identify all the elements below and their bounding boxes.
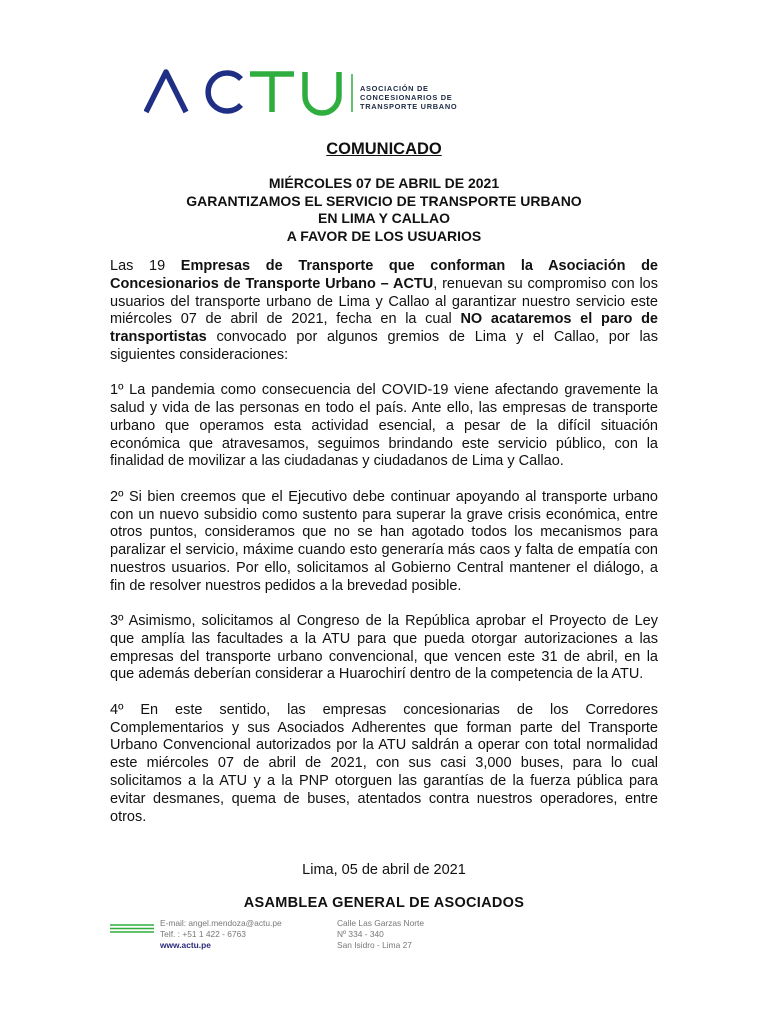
signature-line: ASAMBLEA GENERAL DE ASOCIADOS (243, 895, 525, 911)
subheading: GARANTIZAMOS EL SERVICIO DE TRANSPORTE URBANO (186, 192, 582, 209)
subheading: A FAVOR DE LOS USUARIOS (286, 227, 482, 244)
intro-bold: Empresas de Transporte que conforman la Asociación de Concesionarios de Transporte Urbano – ACTU (110, 258, 658, 292)
intro-paragraph (110, 258, 658, 365)
footer-web: www.actu.pe (160, 940, 211, 950)
logo-subtitle (360, 84, 457, 111)
logo-subtitle-line: TRANSPORTE URBANO (360, 102, 458, 111)
letterhead (144, 66, 474, 116)
intro-text: Las 19 (110, 258, 181, 274)
actu-logo (144, 66, 354, 116)
footer-stripes-icon (110, 924, 154, 934)
document-title: COMUNICADO (326, 140, 442, 158)
subheading-date: MIÉRCOLES 07 DE ABRIL DE 2021 (268, 175, 500, 191)
intro-text: , renuevan su compromiso con los usuarios del transporte urbano de Lima y Callao al garantizar nuestro servicio este miércoles 07 de abril de 2021, fecha en la cual (110, 275, 658, 328)
intro-text: convocado por algunos gremios de Lima y el Callao, por las siguientes consideraciones: (110, 329, 658, 363)
footer (110, 918, 510, 958)
logo-subtitle-line: CONCESIONARIOS DE (360, 93, 453, 102)
footer-email: E-mail: angel.mendoza@actu.pe (160, 918, 282, 928)
point-4: 4º En este sentido, las empresas concesionarias de los Corredores Complementarios y sus Asociados Adherentes que forman parte del Transporte Urbano Convencional autorizados por la ATU saldrán a operar con total normalidad este miércoles 07 de abril de 2021, con sus casi 3,000 buses, para lo cual solicitamos a la ATU y a la PNP otorguen las garantías de la fuerza pública para evitar desmanes, quema de buses, atentados contra nuestros operadores, entre otros. (110, 701, 658, 825)
intro-bold: NO acataremos el paro de transportistas (110, 311, 658, 346)
point-2: 2º Si bien creemos que el Ejecutivo debe continuar apoyando al transporte urbano con un nuevo subsidio como sustento para superar la grave crisis económica, entre otros puntos, consideramos que no se han agotado todos los mecanismos para paralizar el servicio, máxime cuando esto generaría más caos y falta de empatía con nuestros usuarios. Por ello, solicitamos al Gobierno Central mantener el diálogo, a fin de resolver nuestros pedidos a la brevedad posible. (110, 488, 658, 594)
footer-phone: Telf. : +51 1 422 - 6763 (160, 929, 246, 939)
document-body (110, 258, 658, 844)
footer-address-line: San Isidro - Lima 27 (337, 940, 412, 950)
footer-address (337, 918, 424, 951)
footer-address-line: Calle Las Garzas Norte (337, 918, 425, 928)
footer-address-line: Nº 334 - 340 (337, 929, 384, 939)
subheadings (0, 175, 768, 245)
date-line: Lima, 05 de abril de 2021 (302, 862, 466, 878)
point-3: 3º Asimismo, solicitamos al Congreso de la República aprobar el Proyecto de Ley que amplía las facultades a la ATU para que pueda otorgar autorizaciones a las empresas del transporte urbano convencional, que vencen este 31 de abril, en la que además deberían considerar a Huarochirí dentro de la competencia de la ATU. (110, 613, 658, 683)
subheading: EN LIMA Y CALLAO (318, 210, 450, 226)
footer-contact (160, 918, 282, 951)
point-1: 1º La pandemia como consecuencia del COVID-19 viene afectando gravemente la salud y vida de las personas en todo el país. Ante ello, las empresas de transporte urbano que operamos esta actividad esencial, a pesar de la difícil situación económica que atravesamos, seguimos brindando este servicio público, con la finalidad de movilizar a las ciudadanas y ciudadanos de Lima y Callao. (110, 382, 658, 470)
logo-subtitle-line: ASOCIACIÓN DE (360, 84, 429, 93)
